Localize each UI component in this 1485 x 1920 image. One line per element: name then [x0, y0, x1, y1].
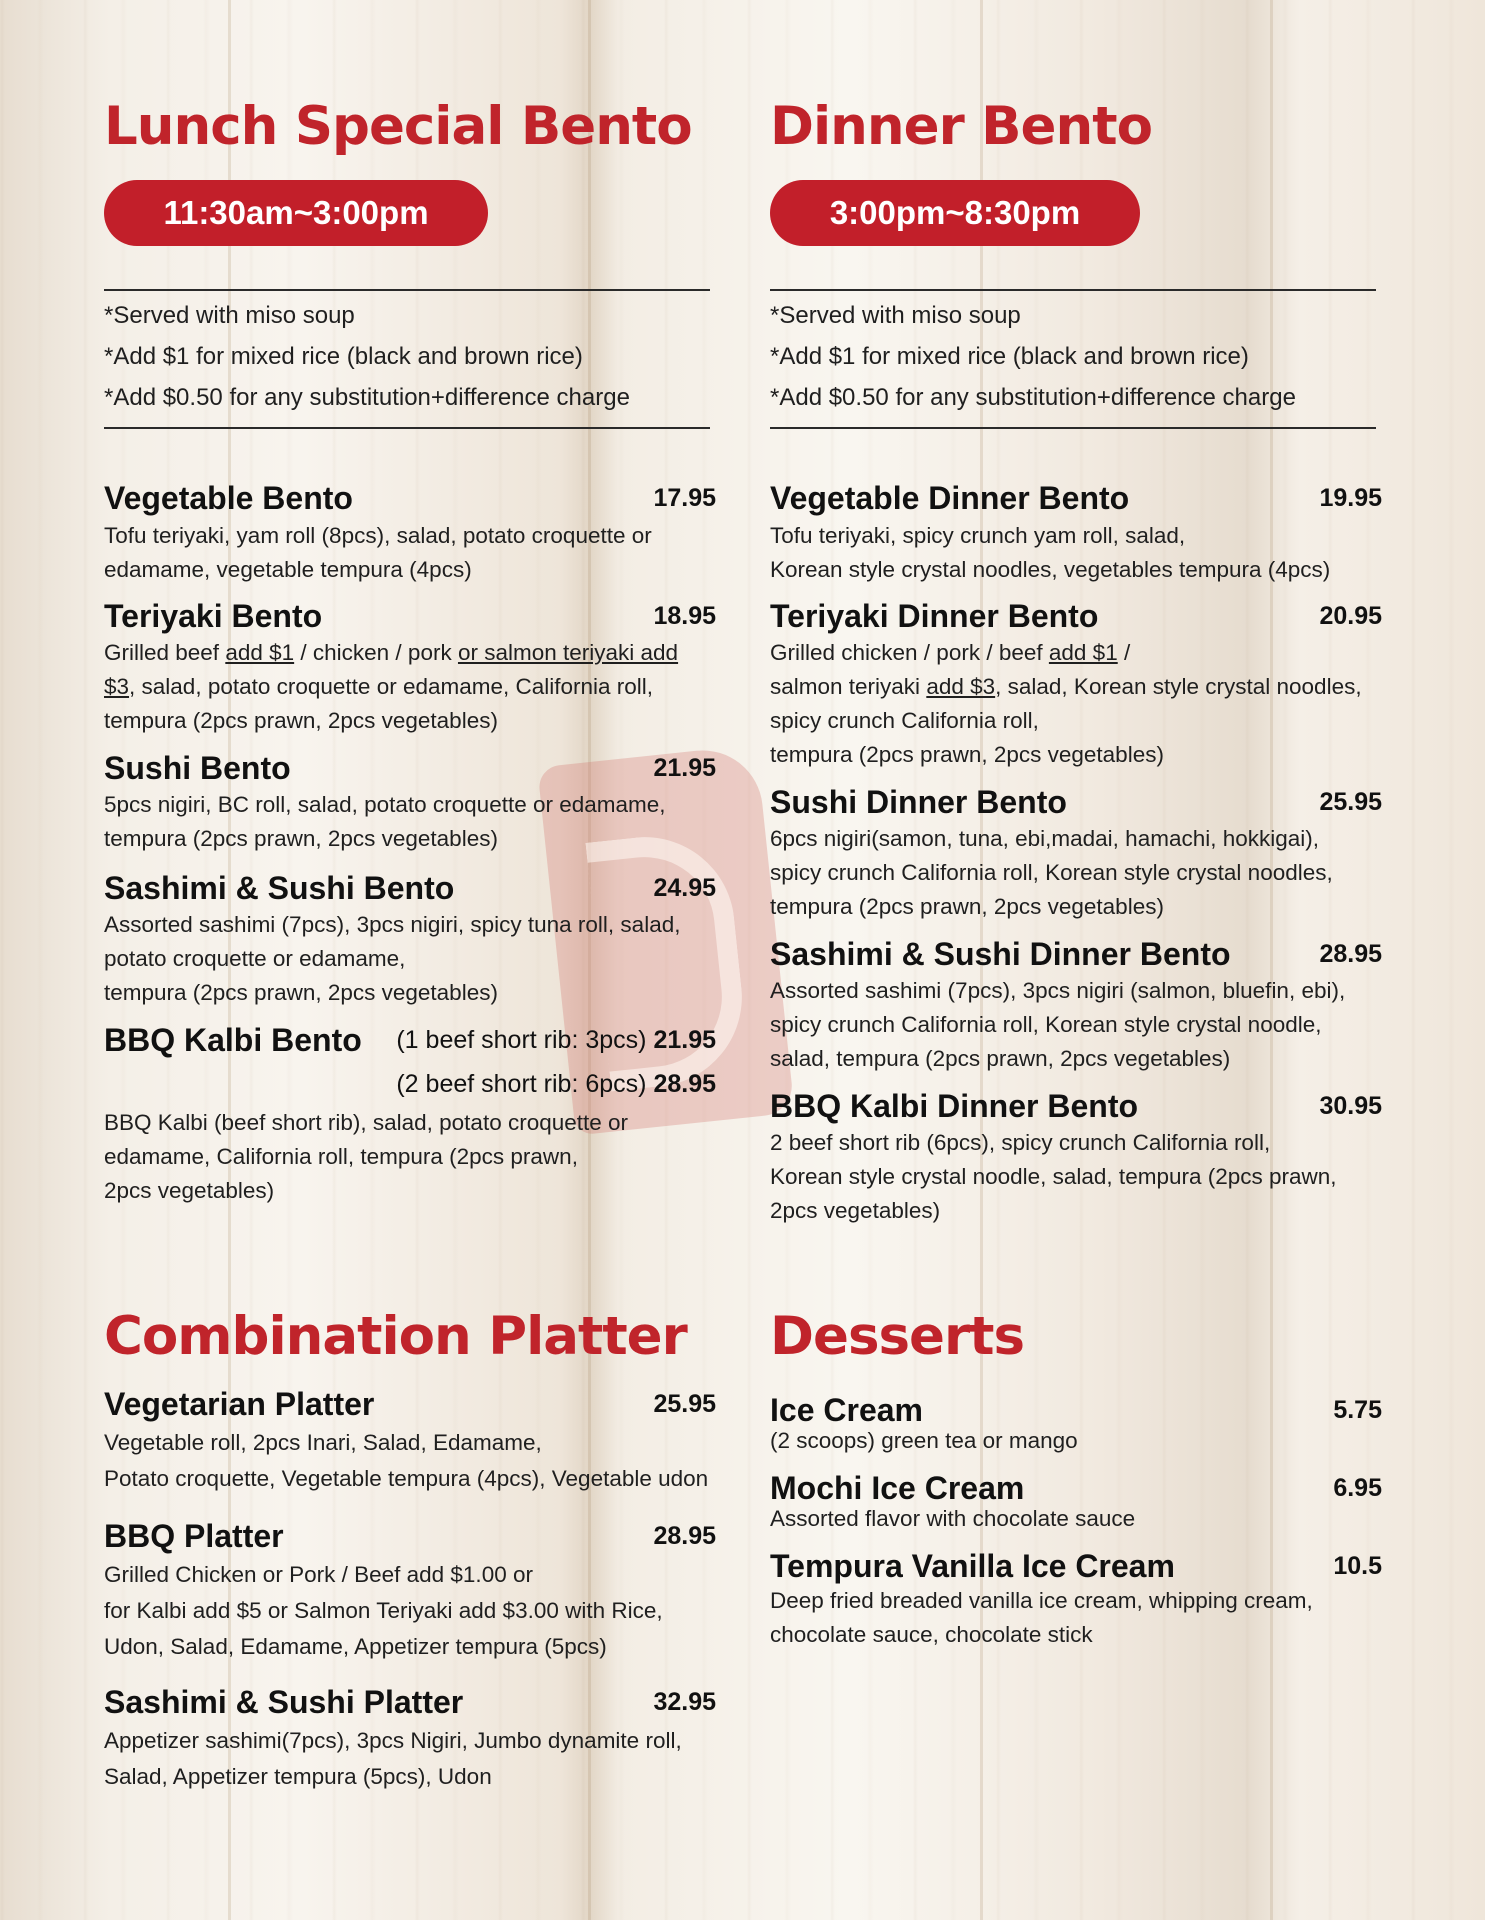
item-price: 28.95 [1319, 940, 1382, 968]
item-price: 18.95 [653, 602, 716, 630]
lunch-note: *Add $1 for mixed rice (black and brown rice) [104, 343, 583, 370]
lunch-title: Lunch Special Bento [104, 96, 692, 157]
divider [770, 427, 1376, 429]
item-price: 21.95 [653, 754, 716, 782]
lunch-hours-badge: 11:30am~3:00pm [104, 180, 488, 246]
item-price: 10.5 [1333, 1552, 1382, 1580]
item-desc: Vegetable roll, 2pcs Inari, Salad, Edamame, [104, 1430, 542, 1455]
item-option: (2 beef short rib: 6pcs) [396, 1070, 647, 1098]
item-desc: potato croquette or edamame, [104, 946, 406, 971]
dinner-title: Dinner Bento [770, 96, 1152, 157]
item-price: 24.95 [653, 874, 716, 902]
item-desc: spicy crunch California roll, Korean style crystal noodle, [770, 1012, 1322, 1037]
item-price: (2 beef short rib: 6pcs) 28.95 [396, 1070, 716, 1098]
item-name: Vegetable Bento [104, 480, 353, 516]
item-desc: salad, tempura (2pcs prawn, 2pcs vegetables) [770, 1046, 1231, 1071]
item-desc: Tofu teriyaki, yam roll (8pcs), salad, potato croquette or [104, 523, 652, 548]
item-name: Tempura Vanilla Ice Cream [770, 1548, 1175, 1584]
item-name: Mochi Ice Cream [770, 1470, 1025, 1506]
item-desc: tempura (2pcs prawn, 2pcs vegetables) [104, 980, 498, 1005]
item-price: 28.95 [653, 1522, 716, 1550]
dinner-note: *Add $0.50 for any substitution+difference charge [770, 384, 1296, 411]
item-name: Vegetable Dinner Bento [770, 480, 1130, 516]
item-price: 25.95 [653, 1390, 716, 1418]
lunch-note: *Served with miso soup [104, 302, 355, 329]
item-desc: 2pcs vegetables) [104, 1178, 275, 1203]
item-price: 32.95 [653, 1688, 716, 1716]
divider [104, 289, 710, 291]
desserts-title: Desserts [770, 1306, 1024, 1367]
item-price: 20.95 [1319, 602, 1382, 630]
combination-title: Combination Platter [104, 1306, 687, 1367]
item-desc: salmon teriyaki add $3, salad, Korean style crystal noodles, [770, 674, 1362, 699]
item-desc: Salad, Appetizer tempura (5pcs), Udon [104, 1764, 492, 1789]
item-price: 6.95 [1333, 1474, 1382, 1502]
item-desc: (2 scoops) green tea or mango [770, 1428, 1078, 1453]
item-desc: Tofu teriyaki, spicy crunch yam roll, salad, [770, 523, 1186, 548]
item-desc: Assorted sashimi (7pcs), 3pcs nigiri, spicy tuna roll, salad, [104, 912, 681, 937]
item-desc: tempura (2pcs prawn, 2pcs vegetables) [104, 708, 498, 733]
item-desc: Grilled beef add $1 / chicken / pork or salmon teriyaki add [104, 640, 679, 665]
item-desc: 6pcs nigiri(samon, tuna, ebi,madai, hamachi, hokkigai), [770, 826, 1320, 851]
item-desc: 2pcs vegetables) [770, 1198, 941, 1223]
item-desc: BBQ Kalbi (beef short rib), salad, potato croquette or [104, 1110, 629, 1135]
item-desc: Korean style crystal noodle, salad, tempura (2pcs prawn, [770, 1164, 1337, 1189]
item-desc: Grilled chicken / pork / beef add $1 / [770, 640, 1131, 665]
item-name: Ice Cream [770, 1392, 923, 1428]
item-desc: Appetizer sashimi(7pcs), 3pcs Nigiri, Jumbo dynamite roll, [104, 1728, 682, 1753]
item-desc: tempura (2pcs prawn, 2pcs vegetables) [770, 742, 1164, 767]
item-desc: for Kalbi add $5 or Salmon Teriyaki add $3.00 with Rice, [104, 1598, 663, 1623]
item-price: 25.95 [1319, 788, 1382, 816]
dinner-note: *Served with miso soup [770, 302, 1021, 329]
wood-seam [1270, 0, 1273, 1920]
item-desc: $3, salad, potato croquette or edamame, California roll, [104, 674, 654, 699]
item-name: BBQ Kalbi Bento [104, 1022, 362, 1058]
lunch-note: *Add $0.50 for any substitution+difference charge [104, 384, 630, 411]
dinner-hours-badge: 3:00pm~8:30pm [770, 180, 1140, 246]
divider [104, 427, 710, 429]
item-desc: Korean style crystal noodles, vegetables tempura (4pcs) [770, 557, 1331, 582]
item-name: BBQ Kalbi Dinner Bento [770, 1088, 1139, 1124]
item-name: Sushi Bento [104, 750, 291, 786]
item-price: 17.95 [653, 484, 716, 512]
divider [770, 289, 1376, 291]
item-desc: spicy crunch California roll, [770, 708, 1039, 733]
item-desc: chocolate sauce, chocolate stick [770, 1622, 1093, 1647]
item-price: (1 beef short rib: 3pcs) 21.95 [396, 1026, 716, 1054]
item-desc: edamame, vegetable tempura (4pcs) [104, 557, 472, 582]
item-desc: Potato croquette, Vegetable tempura (4pcs), Vegetable udon [104, 1466, 709, 1491]
item-name: BBQ Platter [104, 1518, 284, 1554]
item-desc: 2 beef short rib (6pcs), spicy crunch California roll, [770, 1130, 1271, 1155]
dinner-note: *Add $1 for mixed rice (black and brown rice) [770, 343, 1249, 370]
item-name: Sashimi & Sushi Bento [104, 870, 455, 906]
item-desc: tempura (2pcs prawn, 2pcs vegetables) [104, 826, 498, 851]
item-desc: edamame, California roll, tempura (2pcs prawn, [104, 1144, 578, 1169]
item-name: Teriyaki Dinner Bento [770, 598, 1099, 634]
item-name: Sashimi & Sushi Platter [104, 1684, 464, 1720]
item-desc: Grilled Chicken or Pork / Beef add $1.00 or [104, 1562, 533, 1587]
item-desc: Udon, Salad, Edamame, Appetizer tempura (5pcs) [104, 1634, 607, 1659]
item-desc: Assorted sashimi (7pcs), 3pcs nigiri (salmon, bluefin, ebi), [770, 978, 1346, 1003]
item-name: Vegetarian Platter [104, 1386, 375, 1422]
item-desc: 5pcs nigiri, BC roll, salad, potato croquette or edamame, [104, 792, 666, 817]
item-price: 30.95 [1319, 1092, 1382, 1120]
item-desc: Assorted flavor with chocolate sauce [770, 1506, 1136, 1531]
item-price: 5.75 [1333, 1396, 1382, 1424]
item-name: Sashimi & Sushi Dinner Bento [770, 936, 1231, 972]
item-option: (1 beef short rib: 3pcs) [396, 1026, 647, 1054]
item-name: Teriyaki Bento [104, 598, 323, 634]
item-price: 19.95 [1319, 484, 1382, 512]
item-desc: tempura (2pcs prawn, 2pcs vegetables) [770, 894, 1164, 919]
item-name: Sushi Dinner Bento [770, 784, 1067, 820]
item-desc: spicy crunch California roll, Korean style crystal noodles, [770, 860, 1333, 885]
item-desc: Deep fried breaded vanilla ice cream, whipping cream, [770, 1588, 1313, 1613]
